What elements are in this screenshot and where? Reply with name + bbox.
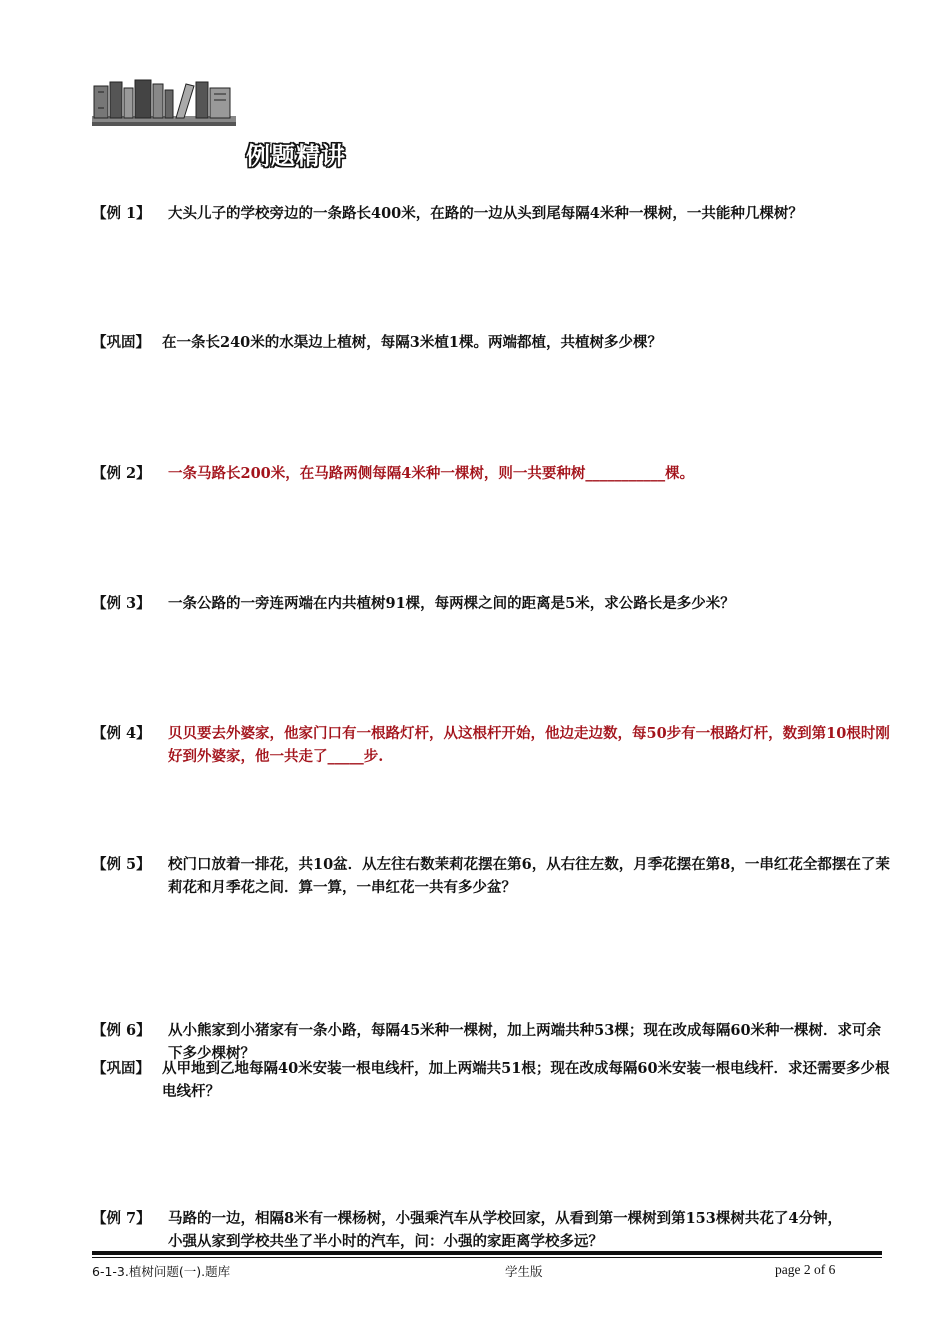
example-5 xyxy=(92,853,892,899)
practice-2 xyxy=(92,1057,892,1103)
question-tag: 【例 2】 xyxy=(92,465,151,482)
example-3 xyxy=(92,592,892,615)
question-text: 从小熊家到小猪家有一条小路，每隔45米种一棵树，加上两端共种53棵；现在改成每隔60米种一棵树．求可余下多少棵树？ xyxy=(168,1022,882,1062)
question-text: 一条马路长200米，在马路两侧每隔4米种一棵树，则一共要种树___________棵。 xyxy=(168,465,695,482)
footer-page-number: page 2 of 6 xyxy=(775,1262,836,1277)
question-text: 校门口放着一排花，共10盆．从左往右数茉莉花摆在第6，从右往左数，月季花摆在第8，一串红花全都摆在了茉莉花和月季花之间．算一算，一串红花一共有多少盆？ xyxy=(168,856,890,896)
practice-1 xyxy=(92,331,892,354)
section-title: 例题精讲 xyxy=(246,141,346,170)
question-text: 从甲地到乙地每隔40米安装一根电线杆，加上两端共51根；现在改成每隔60米安装一根电线杆．求还需要多少根电线杆？ xyxy=(162,1060,890,1100)
question-text: 一条公路的一旁连两端在内共植树91棵，每两棵之间的距离是5米，求公路长是多少米？ xyxy=(168,595,735,612)
question-tag: 【巩固】 xyxy=(92,1060,150,1077)
question-tag: 【例 6】 xyxy=(92,1022,151,1039)
footer-divider-thin xyxy=(92,1257,882,1258)
books-logo-icon xyxy=(90,78,238,130)
footer-center: 学生版 xyxy=(505,1264,543,1279)
question-tag: 【例 1】 xyxy=(92,205,151,222)
footer-divider xyxy=(92,1251,882,1255)
question-text: 在一条长240米的水渠边上植树，每隔3米植1棵。两端都植，共植树多少棵？ xyxy=(162,334,662,351)
question-tag: 【巩固】 xyxy=(92,334,150,351)
question-tag: 【例 7】 xyxy=(92,1210,151,1227)
question-tag: 【例 5】 xyxy=(92,856,151,873)
example-7 xyxy=(92,1207,852,1253)
question-text: 贝贝要去外婆家，他家门口有一根路灯杆，从这根杆开始，他边走边数，每50步有一根路灯杆，数到第10根时刚好到外婆家，他一共走了_____步. xyxy=(168,725,890,765)
footer-left: 6-1-3.植树问题(一).题库 xyxy=(92,1264,231,1279)
example-2 xyxy=(92,462,892,485)
question-text: 马路的一边，相隔8米有一棵杨树，小强乘汽车从学校回家，从看到第一棵树到第153棵树共花了4分钟，小强从家到学校共坐了半小时的汽车，问：小强的家距离学校多远？ xyxy=(168,1210,842,1250)
example-1 xyxy=(92,202,892,225)
question-text: 大头儿子的学校旁边的一条路长400米，在路的一边从头到尾每隔4米种一棵树，一共能种几棵树？ xyxy=(168,205,803,222)
question-tag: 【例 3】 xyxy=(92,595,151,612)
question-tag: 【例 4】 xyxy=(92,725,151,742)
example-4 xyxy=(92,722,892,768)
